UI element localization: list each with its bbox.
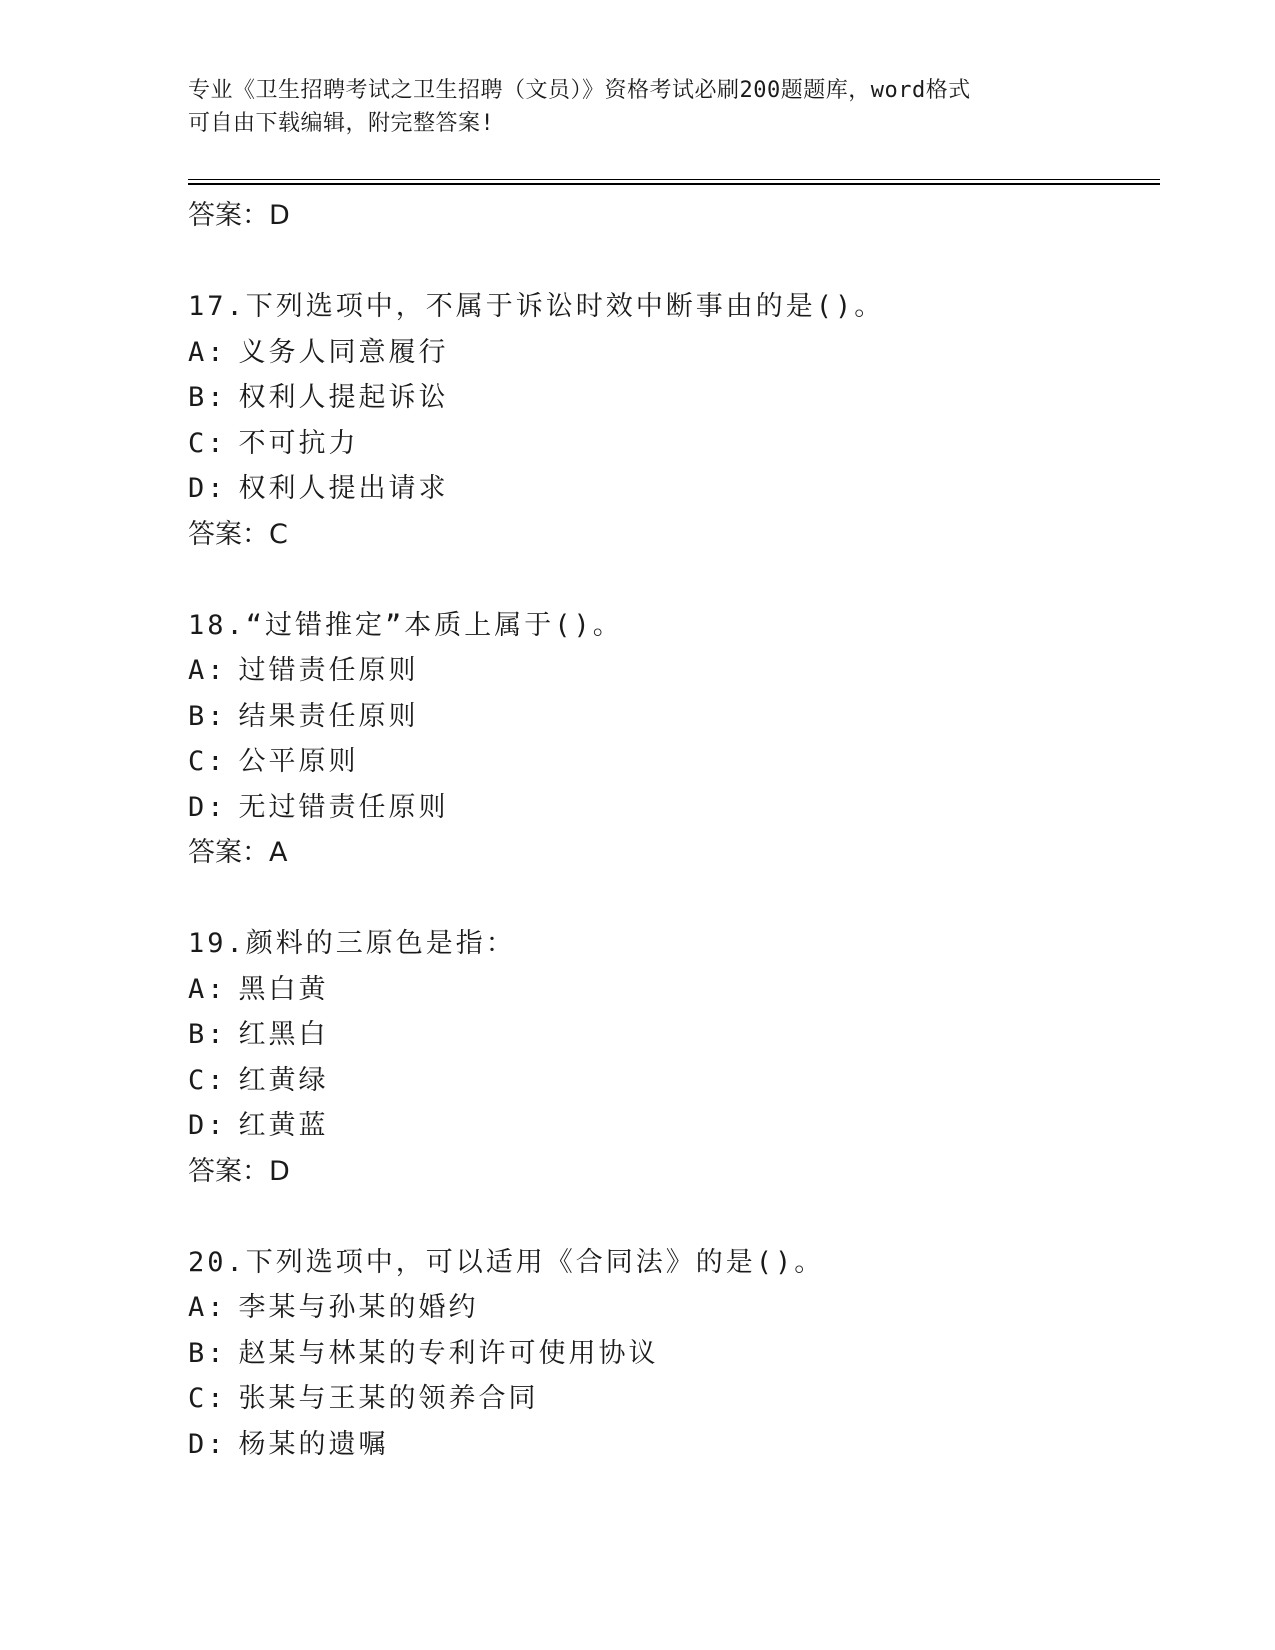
option-c (188, 1376, 1168, 1422)
header-divider-thin (188, 179, 1160, 180)
option-c (188, 421, 1168, 467)
option-text: 义务人同意履行 (238, 336, 449, 368)
option-letter: A: (188, 1292, 227, 1323)
question-item (188, 1240, 1168, 1468)
option-letter: A: (188, 973, 227, 1005)
header-divider-thick (188, 183, 1160, 185)
option-letter: D: (188, 1428, 227, 1460)
option-text: 无过错责任原则 (238, 791, 449, 823)
option-c (188, 739, 1168, 785)
question-item (188, 603, 1168, 876)
option-text: 公平原则 (238, 746, 359, 777)
option-letter: A: (188, 655, 227, 686)
option-letter: C: (188, 746, 227, 777)
document-header (188, 74, 1088, 140)
option-a (188, 330, 1168, 376)
option-letter: B: (188, 1019, 227, 1050)
option-letter: A: (188, 336, 227, 368)
header-line-1: 专业《卫生招聘考试之卫生招聘（文员）》资格考试必刷200题题库，word格式 (188, 78, 971, 103)
question-list (188, 193, 1168, 1467)
option-letter: C: (188, 1064, 227, 1096)
option-b (188, 1012, 1168, 1058)
question-item (188, 284, 1168, 557)
option-d (188, 466, 1168, 512)
option-b (188, 694, 1168, 740)
option-c (188, 1058, 1168, 1104)
option-d (188, 1103, 1168, 1149)
option-text: 赵某与林某的专利许可使用协议 (238, 1337, 659, 1369)
option-text: 李某与孙某的婚约 (238, 1292, 479, 1323)
answer-line: 答案：C (188, 518, 288, 550)
option-text: 黑白黄 (238, 973, 329, 1005)
question-stem: 18.“过错推定”本质上属于()。 (188, 609, 623, 641)
option-letter: D: (188, 473, 227, 504)
option-text: 权利人提出请求 (238, 473, 449, 504)
option-text: 张某与王某的领养合同 (238, 1383, 539, 1414)
question-stem: 19.颜料的三原色是指： (188, 928, 516, 959)
question-stem: 17.下列选项中，不属于诉讼时效中断事由的是()。 (188, 291, 885, 322)
option-letter: D: (188, 1110, 227, 1141)
option-text: 红黑白 (238, 1019, 329, 1050)
option-text: 不可抗力 (238, 427, 359, 459)
option-letter: B: (188, 382, 227, 413)
option-letter: D: (188, 791, 227, 823)
option-text: 结果责任原则 (238, 700, 419, 732)
option-d (188, 785, 1168, 831)
option-a (188, 967, 1168, 1013)
option-text: 红黄蓝 (238, 1110, 329, 1141)
option-d (188, 1422, 1168, 1468)
answer-line: 答案：D (188, 200, 290, 231)
option-a (188, 1285, 1168, 1331)
option-letter: C: (188, 1383, 227, 1414)
option-letter: C: (188, 427, 227, 459)
option-text: 红黄绿 (238, 1064, 329, 1096)
question-item (188, 921, 1168, 1194)
option-a (188, 648, 1168, 694)
header-line-2: 可自由下载编辑，附完整答案! (188, 111, 495, 136)
answer-line: 答案：A (188, 837, 288, 868)
option-text: 杨某的遗嘱 (238, 1428, 389, 1460)
option-letter: B: (188, 1337, 227, 1369)
option-letter: B: (188, 700, 227, 732)
question-stem: 20.下列选项中，可以适用《合同法》的是()。 (188, 1246, 825, 1278)
option-text: 权利人提起诉讼 (238, 382, 449, 413)
answer-line: 答案：D (188, 1155, 290, 1187)
option-b (188, 375, 1168, 421)
option-text: 过错责任原则 (238, 655, 419, 686)
option-b (188, 1331, 1168, 1377)
